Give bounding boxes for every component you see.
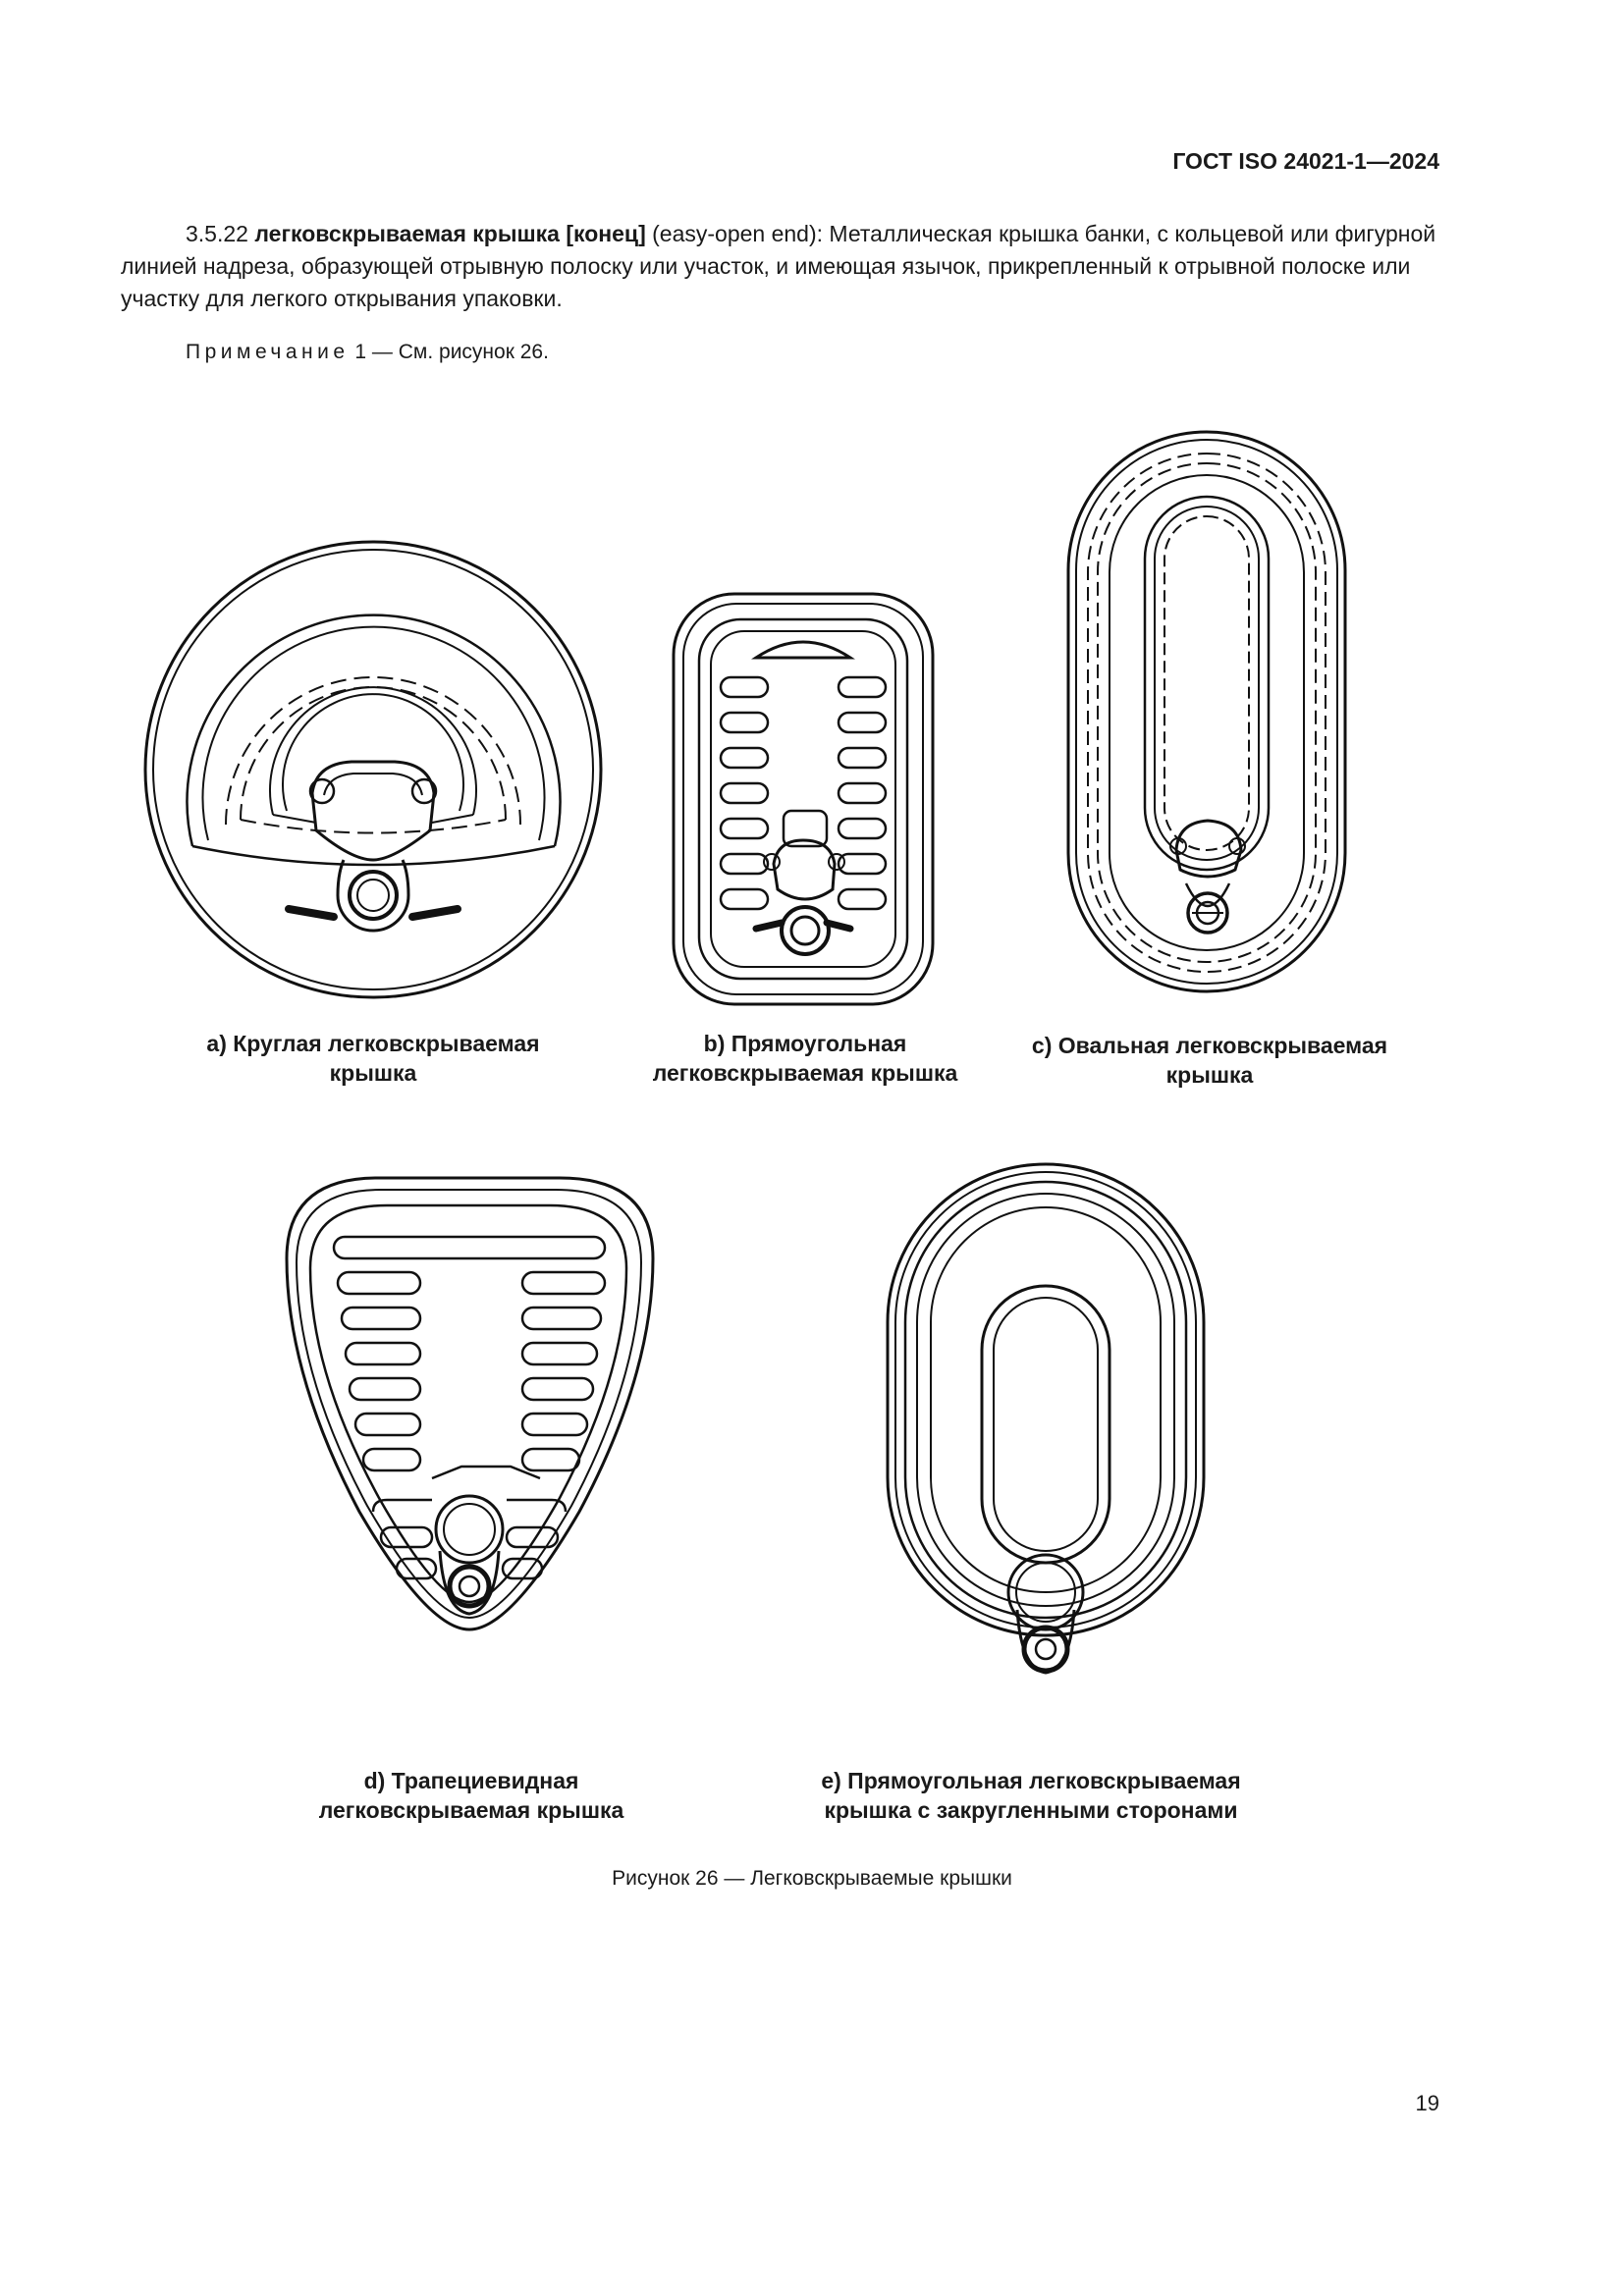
definition-english: (easy-open end): xyxy=(652,221,824,246)
caption-b xyxy=(619,1029,992,1088)
oval-end-drawing xyxy=(1068,432,1345,991)
caption-b-line1: b) Прямоугольная xyxy=(703,1031,907,1056)
caption-c-line2: крышка xyxy=(1165,1062,1254,1088)
caption-a-line1: а) Круглая легковскрываемая xyxy=(206,1031,540,1056)
rectangular-end-drawing xyxy=(674,594,933,1004)
note-text: 1 — См. рисунок 26. xyxy=(354,341,549,363)
note-label: Примечание xyxy=(186,341,350,363)
caption-a-line2: крышка xyxy=(329,1060,417,1086)
rounded-rectangular-end-drawing xyxy=(888,1164,1204,1673)
trapezoidal-end-drawing xyxy=(287,1178,653,1629)
document-header: ГОСТ ISO 24021-1—2024 xyxy=(1172,148,1439,174)
figure-title: Рисунок 26 — Легковскрываемые крышки xyxy=(612,1867,1012,1890)
caption-e-line2: крышка с закругленными сторонами xyxy=(824,1797,1238,1823)
caption-c xyxy=(1003,1031,1416,1090)
caption-d-line2: легковскрываемая крышка xyxy=(318,1797,624,1823)
caption-e-line1: е) Прямоугольная легковскрываемая xyxy=(821,1768,1241,1793)
caption-a xyxy=(177,1029,569,1088)
caption-b-line2: легковскрываемая крышка xyxy=(652,1060,958,1086)
definition-text: Металлическая крышка банки, с кольцевой или фигурной линией надреза, образующей отрывную полоску или участок, и имеющая язычок, прикрепленный к отрывной полоске или участку для легкого открывания упаковки. xyxy=(121,221,1436,311)
page-number: 19 xyxy=(1415,2091,1439,2115)
caption-d xyxy=(275,1766,668,1825)
round-end-drawing xyxy=(145,542,601,997)
caption-e xyxy=(776,1766,1286,1825)
caption-c-line1: с) Овальная легковскрываемая xyxy=(1031,1033,1388,1058)
definition-number: 3.5.22 xyxy=(186,221,248,246)
caption-d-line1: d) Трапециевидная xyxy=(363,1768,579,1793)
definition-term: легковскрываемая крышка [конец] xyxy=(254,221,646,246)
